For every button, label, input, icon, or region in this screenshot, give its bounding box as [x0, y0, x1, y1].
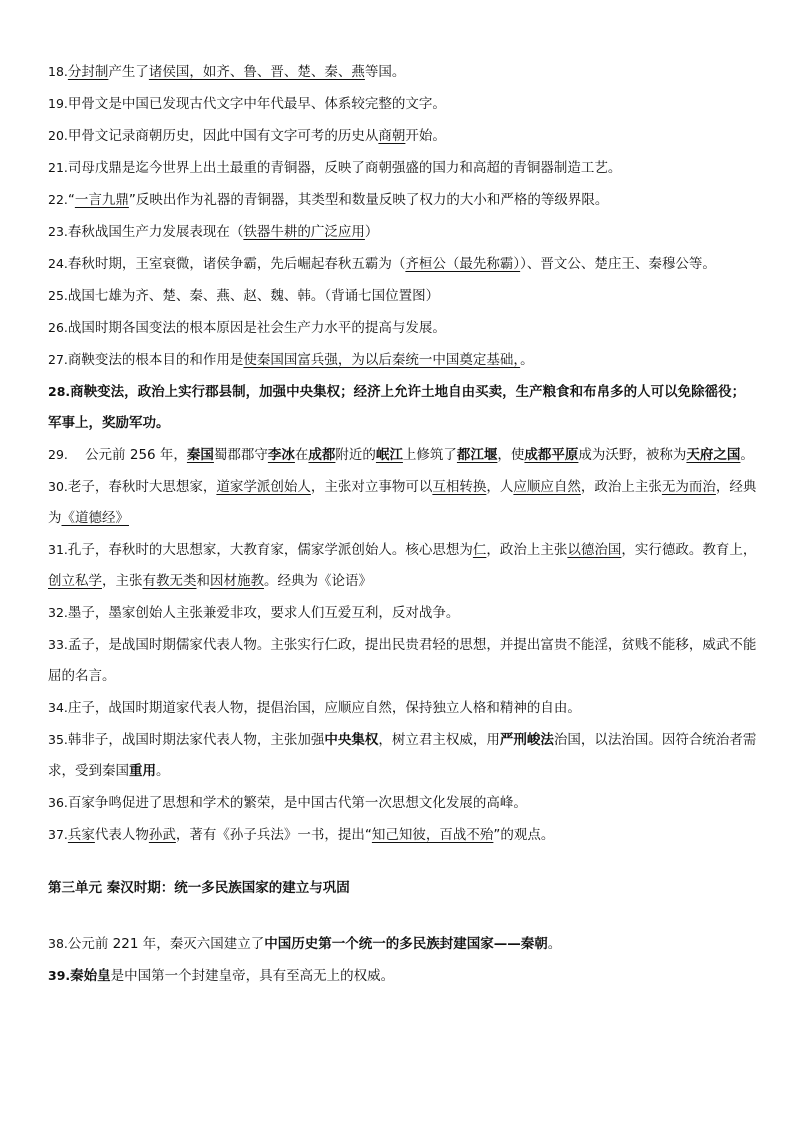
item-37: 37.兵家代表人物孙武，著有《孙子兵法》一书，提出“知己知彼，百战不殆”的观点。: [48, 827, 555, 843]
spacer: [48, 851, 758, 873]
term: 一言九鼎: [74, 192, 129, 208]
term: 重用: [129, 763, 156, 779]
term: 《道德经》: [61, 510, 129, 526]
item-19: 19.甲骨文是中国已发现古代文字中年代最早、体系较完整的文字。: [48, 96, 446, 112]
document-body: [48, 56, 758, 992]
term: 成都: [308, 447, 336, 463]
item-34: 34.庄子，战国时期道家代表人物，提倡治国，应顺应自然，保持独立人格和精神的自由。: [48, 700, 581, 716]
term: 孙武: [148, 827, 176, 843]
term: 成都平原: [524, 447, 579, 463]
term: 应顺应自然: [513, 479, 581, 495]
term: 以德治国: [567, 542, 622, 558]
term: 知己知彼，百战不殆: [371, 827, 494, 843]
item-38: 38.公元前 221 年，秦灭六国建立了中国历史第一个统一的多民族封建国家——秦朝。: [48, 936, 562, 952]
unit-heading: 第三单元 秦汉时期：统一多民族国家的建立与巩固: [48, 880, 350, 896]
term: 使秦国国富兵强，为以后秦统一中国奠定基础，: [243, 352, 521, 368]
item-39: 39.秦始皇是中国第一个封建皇帝，具有至高无上的权威。: [48, 968, 395, 984]
term: 中央集权: [324, 732, 379, 748]
spacer: [48, 904, 758, 928]
term: 因材施教: [210, 573, 264, 589]
item-30: 30.老子，春秋时大思想家，道家学派创始人，主张对立事物可以互相转换，人应顺应自然，政治上主张无为而治，经典为《道德经》: [48, 479, 757, 526]
item-28: 28.商鞅变法，政治上实行郡县制，加强中央集权；经济上允许土地自由买卖，生产粮食和布帛多的人可以免除徭役；军事上，奖励军功。: [48, 384, 746, 431]
term: 分封制: [67, 64, 109, 80]
term: 齐桓公（最先称霸）: [405, 256, 521, 272]
item-27: 27.商鞅变法的根本目的和作用是使秦国国富兵强，为以后秦统一中国奠定基础，。: [48, 352, 534, 368]
term: 都江堰: [456, 447, 498, 463]
term: 中国历史第一个统一的多民族封建国家——秦朝: [264, 936, 548, 952]
term: 兵家: [67, 827, 95, 843]
term: 有教无类: [142, 573, 197, 589]
item-18: 18.分封制产生了诸侯国，如齐、鲁、晋、楚、秦、燕等国。: [48, 64, 406, 80]
term: 仁: [472, 542, 487, 558]
term: 秦国: [186, 447, 214, 463]
term: 创立私学: [48, 573, 102, 589]
item-22: 22.“一言九鼎”反映出作为礼器的青铜器，其类型和数量反映了权力的大小和严格的等级界限。: [48, 192, 609, 208]
item-32: 32.墨子，墨家创始人主张兼爱非攻，要求人们互爱互利，反对战争。: [48, 605, 460, 621]
item-21: 21.司母戊鼎是迄今世界上出土最重的青铜器，反映了商朝强盛的国力和高超的青铜器制造工艺。: [48, 160, 622, 176]
term: 秦始皇: [70, 968, 111, 984]
item-24: 24.春秋时期，王室衰微，诸侯争霸，先后崛起春秋五霸为（齐桓公（最先称霸））、晋文公、楚庄王、秦穆公等。: [48, 256, 716, 272]
item-29: 29. 公元前 256 年，秦国蜀郡郡守李冰在成都附近的岷江上修筑了都江堰，使成都平原成为沃野，被称为天府之国。: [48, 447, 754, 463]
item-20: 20.甲骨文记录商朝历史，因此中国有文字可考的历史从商朝开始。: [48, 128, 446, 144]
term: 互相转换: [432, 479, 487, 495]
item-26: 26.战国时期各国变法的根本原因是社会生产力水平的提高与发展。: [48, 320, 446, 336]
term: 天府之国: [686, 447, 741, 463]
term: 岷江: [375, 447, 403, 463]
term: 无为而治: [661, 479, 716, 495]
term: 李冰: [267, 447, 295, 463]
term: 诸侯国，如齐、鲁、晋、楚、秦、燕: [148, 64, 365, 80]
item-35: 35.韩非子，战国时期法家代表人物，主张加强中央集权，树立君主权威，用严刑峻法治国，以法治国。因符合统治者需求，受到秦国重用。: [48, 732, 757, 779]
item-25: 25.战国七雄为齐、楚、秦、燕、赵、魏、韩。（背诵七国位置图）: [48, 288, 440, 304]
term: 道家学派创始人: [216, 479, 311, 495]
term: 严刑峻法: [499, 732, 554, 748]
item-33: 33.孟子，是战国时期儒家代表人物。主张实行仁政，提出民贵君轻的思想，并提出富贵不能淫，贫贱不能移，威武不能屈的名言。: [48, 637, 757, 684]
term: 铁器牛耕的广泛应用: [243, 224, 365, 240]
term: 商朝: [378, 128, 406, 144]
item-31: 31.孔子，春秋时的大思想家，大教育家，儒家学派创始人。核心思想为仁，政治上主张以德治国，实行德政。教育上，创立私学，主张有教无类和因材施教。经典为《论语》: [48, 542, 757, 589]
item-23: 23.春秋战国生产力发展表现在（铁器牛耕的广泛应用）: [48, 224, 379, 240]
item-36: 36.百家争鸣促进了思想和学术的繁荣，是中国古代第一次思想文化发展的高峰。: [48, 795, 527, 811]
